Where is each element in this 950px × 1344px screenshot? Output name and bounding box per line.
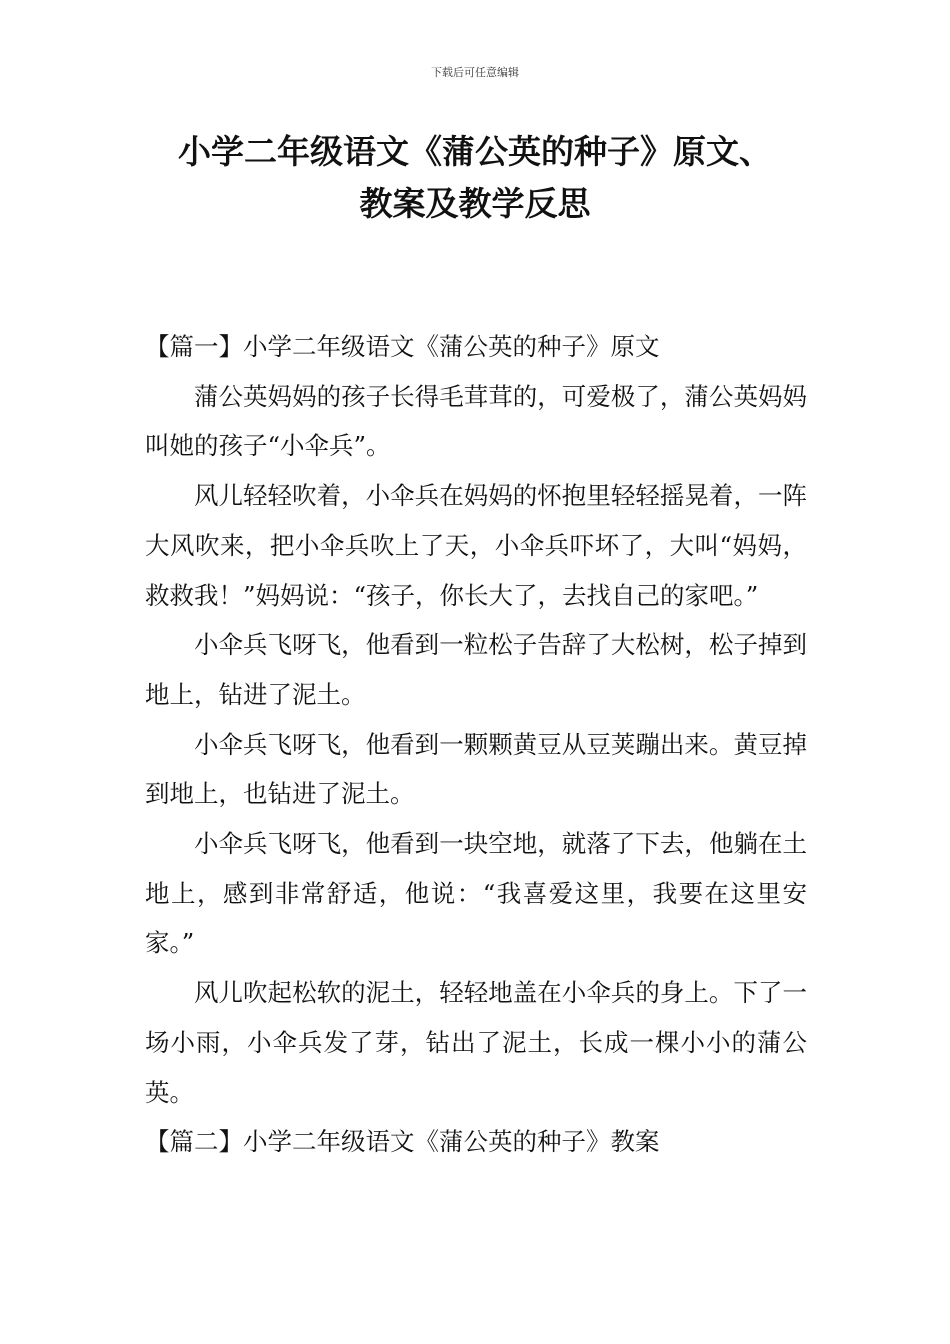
title-line-2: 教案及教学反思 xyxy=(359,184,591,223)
paragraph-6: 风儿吹起松软的泥土，轻轻地盖在小伞兵的身上。下了一场小雨，小伞兵发了芽，钻出了泥土，长成一棵小小的蒲公英。 xyxy=(145,978,807,1107)
section-heading-2: 【篇二】小学二年级语文《蒲公英的种子》教案 xyxy=(145,1127,660,1157)
paragraph-1: 蒲公英妈妈的孩子长得毛茸茸的，可爱极了，蒲公英妈妈叫她的孩子“小伞兵”。 xyxy=(145,381,807,461)
document-body xyxy=(145,322,807,1167)
paragraph-5: 小伞兵飞呀飞，他看到一块空地，就落了下去，他躺在土地上，感到非常舒适，他说：“我喜爱这里，我要在这里安家。” xyxy=(145,829,807,958)
paragraph-2: 风儿轻轻吹着，小伞兵在妈妈的怀抱里轻轻摇晃着，一阵大风吹来，把小伞兵吹上了天，小伞兵吓坏了，大叫“妈妈，救救我！”妈妈说：“孩子，你长大了，去找自己的家吧。” xyxy=(145,481,807,610)
title-line-1: 小学二年级语文《蒲公英的种子》原文、 xyxy=(178,132,772,171)
paragraph-4: 小伞兵飞呀飞，他看到一颗颗黄豆从豆荚蹦出来。黄豆掉到地上，也钻进了泥土。 xyxy=(145,729,807,809)
page-header-note: 下载后可任意编辑 xyxy=(431,66,519,79)
paragraph-3: 小伞兵飞呀飞，他看到一粒松子告辞了大松树，松子掉到地上，钻进了泥土。 xyxy=(145,630,807,709)
document-title xyxy=(0,126,950,230)
section-heading-1: 【篇一】小学二年级语文《蒲公英的种子》原文 xyxy=(145,332,660,361)
